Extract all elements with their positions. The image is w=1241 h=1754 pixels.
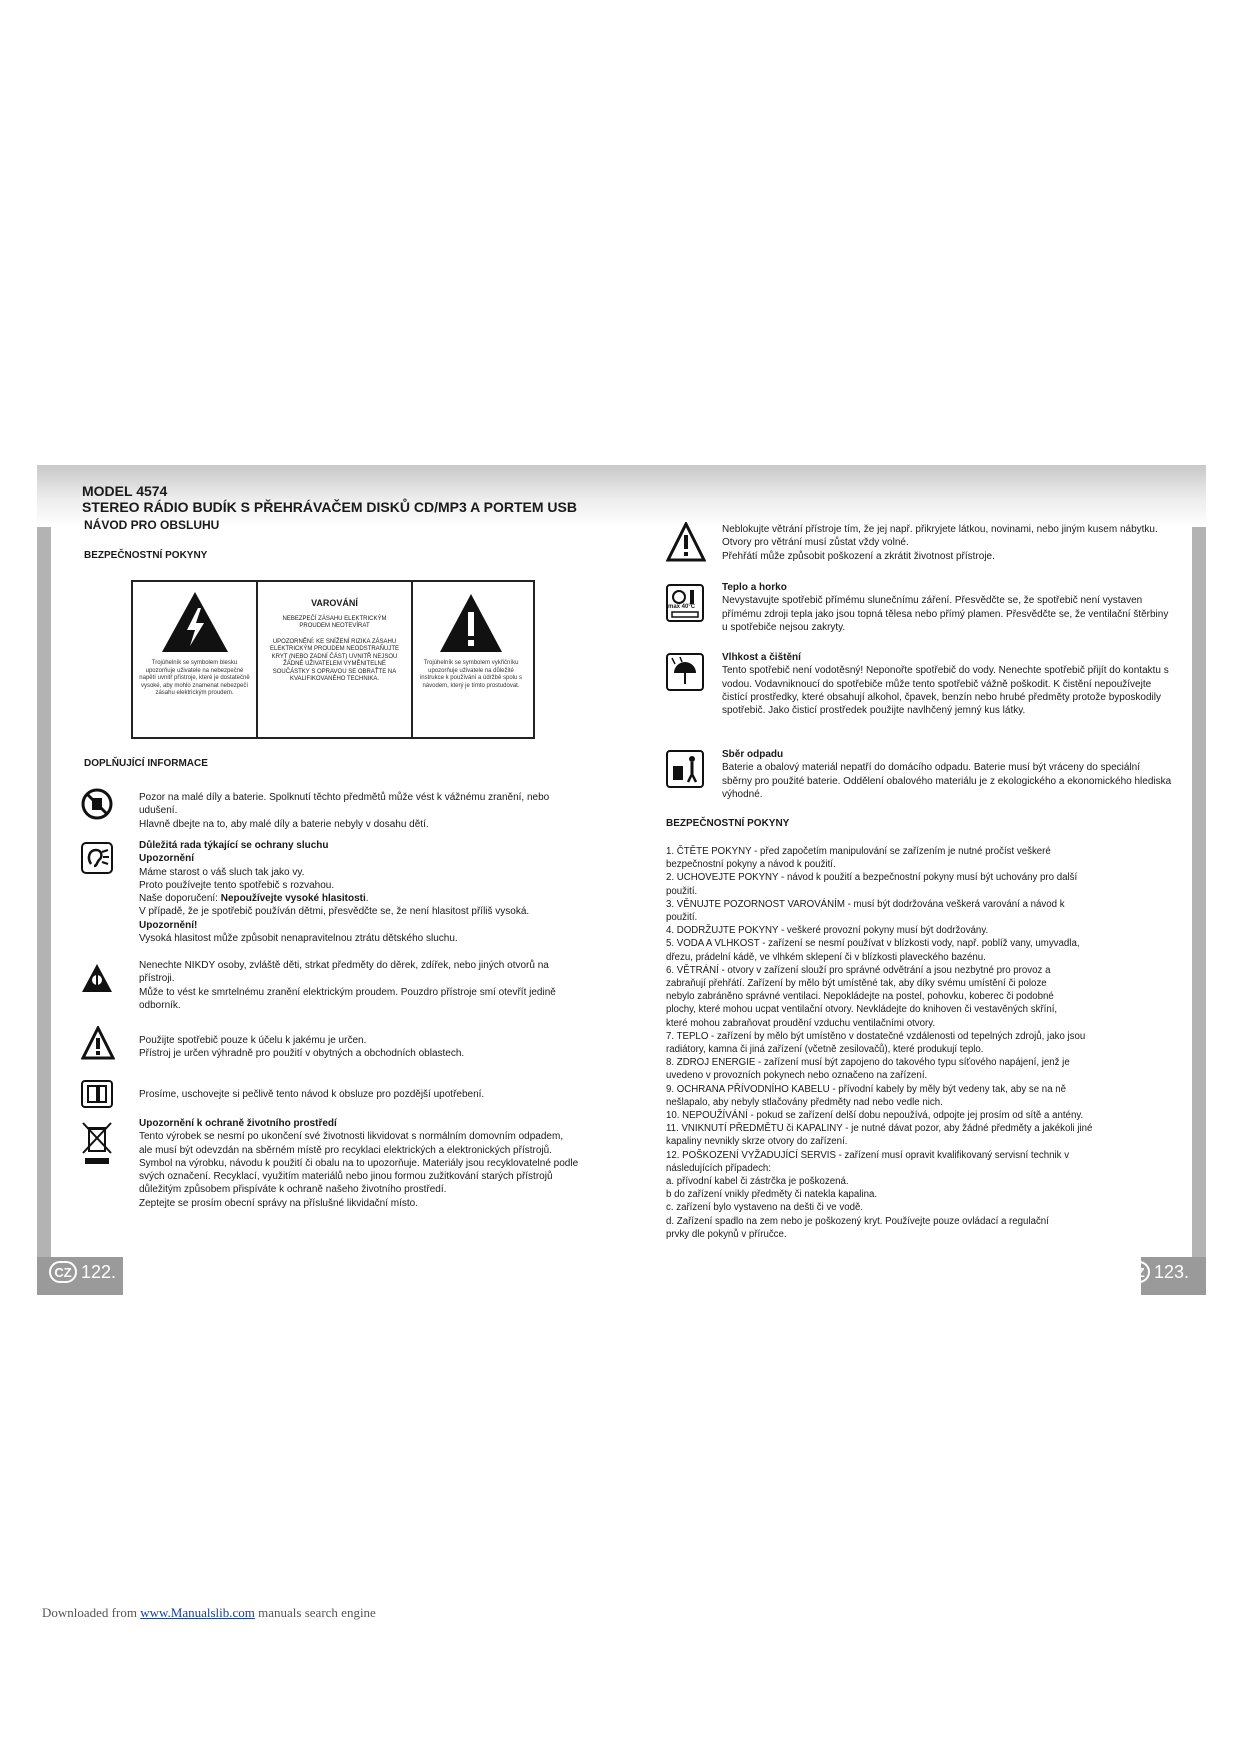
small-parts-text: Pozor na malé díly a baterie. Spolknutí těchto předmětů může vést k vážnému zranění, nebo udušení. Hlavně dbejte na to, aby malé díly a baterie nebyly v dosahu dětí. <box>139 792 550 830</box>
waste-section <box>722 748 1172 801</box>
instruction-subitem: c. zařízení bylo vystaveno na dešti či ve vodě. <box>666 1202 864 1214</box>
warning-title: VAROVÁNÍ <box>311 598 358 608</box>
heat-text: Nevystavujte spotřebič přímému slunečnímu záření. Přesvědčte se, že spotřebič není vystaven přímému zdroji tepla jako jsou topná tělesa nebo přímý plamen. Přesvědčte se, že ventilační štěrbiny u spotřebiče nejsou zakryty. <box>722 595 1169 633</box>
language-badge: CZ <box>49 1261 77 1283</box>
warning-label-box <box>131 580 535 739</box>
footer-suffix: manuals search engine <box>254 1605 376 1620</box>
model-number: MODEL 4574 <box>82 483 168 499</box>
objects-warning-text: Nenechte NIKDY osoby, zvláště děti, strkat předměty do děrek, zdířek, nebo jiných otvorů na přístroji. Může to vést ke smrtelnému zranění elektrickým proudem. Pouzdro přístroje smí otevřít jedině odborník. <box>139 960 556 1011</box>
hearing-rec-bold: Nepoužívejte vysoké hlasitosti <box>220 893 366 905</box>
instruction-subitem: b do zařízení vnikly předměty či natekla kapalina. <box>666 1189 878 1201</box>
hearing-protection-icon <box>81 842 113 874</box>
hearing-warning-1: Upozornění <box>139 853 194 865</box>
instruction-item: 12. POŠKOZENÍ VYŽADUJÍCÍ SERVIS - zařízení musí opravit kvalifikovaný servisní technik v následujících případech: <box>666 1149 1070 1174</box>
safety-instructions-list <box>666 845 1176 1241</box>
heat-title: Teplo a horko <box>722 582 787 593</box>
exclamation-warning-icon <box>438 592 504 654</box>
instruction-subitem: d. Zařízení spadlo na zem nebo je poškozený kryt. Používejte pouze ovládací a regulační prvky dle pokynů v příručce. <box>666 1215 1049 1240</box>
left-sidebar-bar <box>37 527 51 1257</box>
humidity-icon <box>666 653 704 691</box>
environment-section <box>139 1117 579 1210</box>
caution-icon <box>81 1026 115 1060</box>
ventilation-text: Neblokujte větrání přístroje tím, že jej např. přikryjete látkou, novinami, nebo jiným kusem nábytku. Otvory pro větrání musí zůstat vždy volné. Přehřátí může způsobit poškození a zkrátit životnost přístroje. <box>722 524 1158 562</box>
page-number-right <box>1122 1261 1189 1283</box>
warning-line-1: NEBEZPEČÍ ZÁSAHU ELEKTRICKÝM PROUDEM NEOTEVÍRAT <box>282 615 387 629</box>
caution-ventilation-icon <box>666 522 706 562</box>
hearing-rec-label: Naše doporučení: <box>139 893 221 905</box>
download-footer <box>42 1605 376 1621</box>
right-sidebar-bar <box>1192 527 1206 1257</box>
intended-use-text: Použijte spotřebič pouze k účelu k jakému je určen. Přístroj je určen výhradně pro použití v obytných a obchodních oblastech. <box>139 1035 465 1060</box>
instruction-subitem: a. přívodní kabel či zástrčka je poškozená. <box>666 1176 849 1188</box>
instruction-item: 9. OCHRANA PŘÍVODNÍHO KABELU - přívodní kabely by měly být vedeny tak, aby se na ně nešlapalo, aby nebyly stlačovány předměty nad nebo vedle nich. <box>666 1083 1067 1108</box>
electric-shock-hazard-icon <box>81 962 113 994</box>
waste-title: Sběr odpadu <box>722 749 784 760</box>
humidity-text: Tento spotřebič není vodotěsný! Neponořte spotřebič do vody. Nenechte spotřebič přijít do kontaktu s vodou. Vodavniknoucí do spotřebiče může tento spotřebič vážně poškodit. K čistění nepoužívejte čistící prostředky, které obsahují alkohol, čpavek, benzín nebo hrubé předměty protože byposkodily spotřebič. Jako čisticí prostředek použijte navlhčený jemný kus látky. <box>722 665 1169 717</box>
lightning-cell <box>133 582 258 737</box>
instruction-item: 6. VĚTRÁNÍ - otvory v zařízení slouží pro správné odvětrání a jsou nezbytné pro provoz a zabraňují přehřátí. Zařízení by mělo být umístěné tak, aby díky svému umístění či poloze nebylo zabráněno správné ventilaci. Nepokládejte na postel, pohovku, koberec či podobné plochy, které mohou ucpat ventilační otvory. Nevkládejte do knihoven či vestavěných skříní, které mohou zabraňovat proudění vzduchu ventilačními otvory. <box>666 964 1058 1029</box>
footer-band <box>37 1257 1206 1295</box>
heat-icon <box>666 584 704 622</box>
hearing-warning-2: Upozornění! <box>139 919 198 931</box>
keep-manual-text: Prosíme, uschovejte si pečlivě tento návod k obsluze pro pozdější upotřebení. <box>139 1089 485 1100</box>
lightning-warning-icon <box>160 590 230 654</box>
heat-icon-label: max 40°C <box>668 604 696 610</box>
waste-text: Baterie a obalový materiál nepatří do domácího odpadu. Baterie musí být vráceny do speciální sběrny pro použité baterie. Oddělení obalového materiálu je z ekologického a ekonomického hlediska výhodné. <box>722 762 1172 800</box>
exclamation-caption: Trojúhelník se symbolem vykřičníku upozorňuje uživatele na důležité instrukce k používání a údržbě spolu s návodem, který je tímto prostudovat. <box>419 660 523 689</box>
instruction-item: 11. VNIKNUTÍ PŘEDMĚTU či KAPALINY - je nutné dávat pozor, aby žádné předměty a jakékoli jiné kapaliny nevnikly skrze otvory do zařízení. <box>666 1123 1093 1148</box>
waste-bin-icon <box>666 750 704 788</box>
instruction-item: 4. DODRŽUJTE POKYNY - veškeré provozní pokyny musí být dodržovány. <box>666 925 989 937</box>
heat-section <box>722 581 1172 634</box>
language-badge: CZ <box>1122 1261 1150 1283</box>
manualslib-link[interactable]: www.Manualslib.com <box>140 1605 255 1620</box>
weee-bin-icon <box>81 1121 113 1165</box>
instruction-item: 10. NEPOUŽÍVÁNÍ - pokud se zařízení delší dobu nepoužívá, odpojte jej prosím od sítě a antény. <box>666 1110 1084 1122</box>
lightning-caption: Trojúhelník se symbolem blesku upozorňuje uživatele na nebezpečné napětí uvnitř přístroje, které je dostatečně vysoké, aby mohlo znamenat nebezpečí zásahu elektrickým proudem. <box>139 660 250 696</box>
environment-title: Upozornění k ochraně životního prostředí <box>139 1118 337 1129</box>
hearing-recommendation: Naše doporučení: Nepoužívejte vysoké hlasitosti. <box>139 893 369 905</box>
environment-text: Tento výrobek se nesmí po ukončení své životnosti likvidovat s normálním domovním odpadem, ale musí být odevzdán na sběrném místě pro recyklaci elektrických a elektronických přístrojů. Symbol na výrobku, návodu k použití či obalu na to upozorňuje. Materiály jsou recyklovatelné podle svých označení. Recyklací, využitím materiálů nebo jinou formou zužitkování starých přístrojů důležitým způsobem přispíváte k ochraně našeho životního prostředí. Zeptejte se prosím obecní správy na příslušné likvidační místo. <box>139 1131 579 1209</box>
hearing-paragraph-2: V případě, že je spotřebič používán dětmi, přesvědčte se, že není hlasitost příliš vysoká. <box>139 906 530 918</box>
hearing-paragraph-3: Vysoká hlasitost může způsobit nenapravitelnou ztrátu dětského sluchu. <box>139 933 458 945</box>
instruction-item: 2. UCHOVEJTE POKYNY - návod k použití a bezpečnostní pokyny musí být uchovány pro další použití. <box>666 872 1078 897</box>
extra-info-heading: DOPLŇUJÍCÍ INFORMACE <box>84 758 208 769</box>
warning-line-2: UPOZORNĚNÍ: KE SNÍŽENÍ RIZIKA ZÁSAHU ELEKTRICKÝM PROUDEM NEODSTRAŇUJTE KRYT (NEBO ZADNÍ ČÁST) UVNITŘ NEJSOU ŽÁDNÉ UŽIVATELEM VYMĚNITELNÉ SOUČÁSTKY S OPRAVOU SE OBRAŤTE NA KVALIFIKOVANÉHO TECHNIKA. <box>269 638 399 682</box>
hearing-title: Důležitá rada týkající se ochrany sluchu <box>139 840 329 851</box>
exclamation-cell <box>413 582 529 737</box>
page-number-value: 122. <box>81 1261 117 1282</box>
humidity-title: Vlhkost a čištění <box>722 652 801 663</box>
humidity-section <box>722 651 1172 717</box>
page-number-left <box>49 1261 116 1283</box>
safety-heading-right: BEZPEČNOSTNÍ POKYNY <box>666 818 790 829</box>
instruction-item: 8. ZDROJ ENERGIE - zařízení musí být zapojeno do takového typu síťového napájení, jenž je uvedeno v provozních pokynech nebo označeno na zařízení. <box>666 1057 1070 1082</box>
instruction-item: 3. VĚNUJTE POZORNOST VAROVÁNÍM - musí být dodržována veškerá varování a návod k použití. <box>666 898 1065 924</box>
footer-prefix: Downloaded from <box>42 1605 141 1620</box>
hearing-section <box>139 839 589 945</box>
safety-heading-left: BEZPEČNOSTNÍ POKYNY <box>84 550 208 561</box>
no-small-parts-icon <box>81 788 113 820</box>
manual-heading: NÁVOD PRO OBSLUHU <box>84 518 220 532</box>
manual-book-icon <box>81 1080 113 1108</box>
instruction-item: 1. ČTĚTE POKYNY - před započetím manipulování se zařízením je nutné pročíst veškeré bezpečnostní pokyny a návod k použití. <box>666 846 1051 871</box>
instruction-item: 7. TEPLO - zařízení by mělo být umístěno v dostatečné vzdálenosti od tepelných zdrojů, jako jsou radiátory, kamna či jiná zařízení (včetně zesilovačů), které produkují teplo. <box>666 1030 1086 1056</box>
page-number-value: 123. <box>1154 1261 1190 1282</box>
warning-center-cell <box>258 582 413 737</box>
model-header <box>82 483 577 515</box>
instruction-item: 5. VODA A VLHKOST - zařízení se nesmí používat v blízkosti vody, např. poblíž vany, umyvadla, dřezu, prádelní kádě, ve vlhkém sklepení či v blízkosti plaveckého bazénu. <box>666 938 1080 963</box>
hearing-paragraph-1: Máme starost o váš sluch tak jako vy. Proto používejte tento spotřebič s rozvahou. <box>139 866 335 891</box>
product-title: STEREO RÁDIO BUDÍK S PŘEHRÁVAČEM DISKŮ CD/MP3 A PORTEM USB <box>82 499 577 515</box>
